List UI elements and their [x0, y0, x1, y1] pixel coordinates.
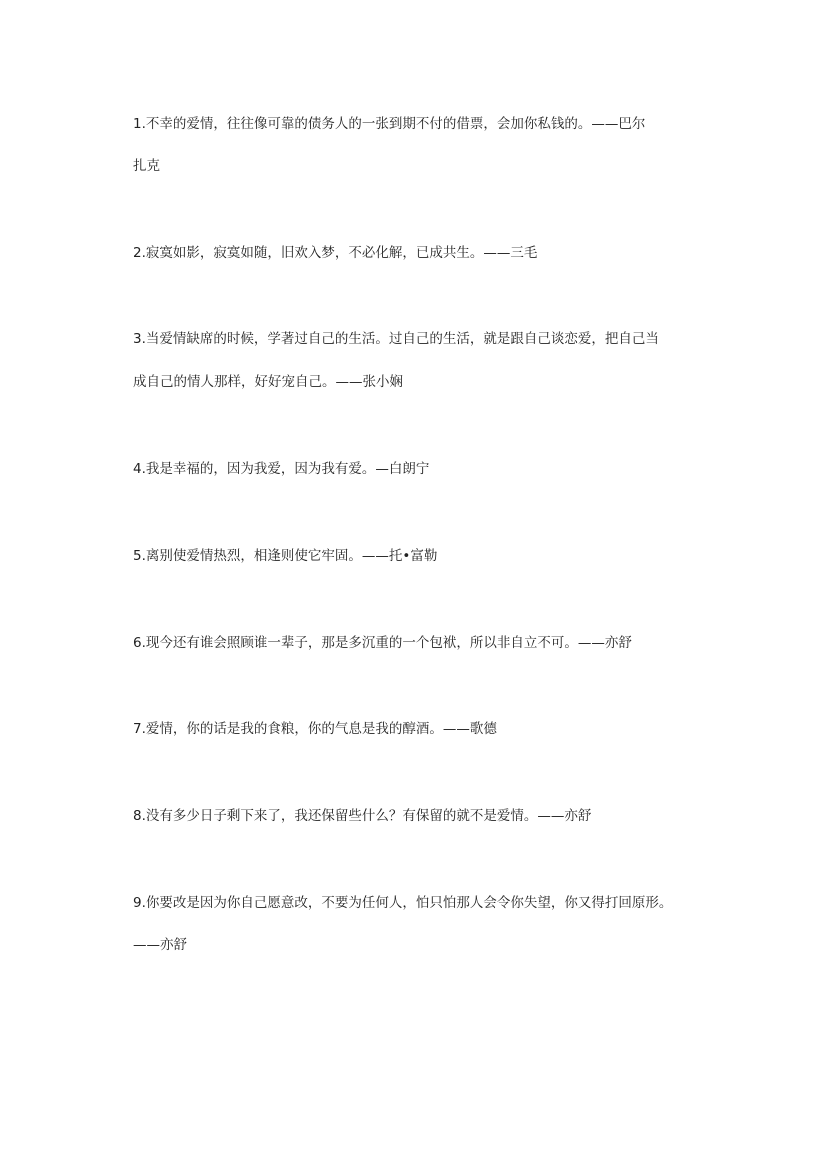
quote-1-line-1: 1.不幸的爱情，往往像可靠的债务人的一张到期不付的借票，会加你私钱的。——巴尔 — [133, 116, 646, 132]
quote-3-line-2: 成自己的情人那样，好好宠自己。——张小娴 — [133, 374, 403, 390]
quote-6-line-1: 6.现今还有谁会照顾谁一辈子，那是多沉重的一个包袱，所以非自立不可。——亦舒 — [133, 635, 632, 651]
quote-2-line-1: 2.寂寞如影，寂寞如随，旧欢入梦，不必化解，已成共生。——三毛 — [133, 245, 538, 261]
quote-4-line-1: 4.我是幸福的，因为我爱，因为我有爱。—白朗宁 — [133, 461, 430, 477]
quote-1-line-2: 扎克 — [133, 158, 160, 174]
quote-9-line-1: 9.你要改是因为你自己愿意改，不要为任何人，怕只怕那人会令你失望，你又得打回原形。 — [133, 895, 673, 911]
quote-3-line-1: 3.当爱情缺席的时候，学著过自己的生活。过自己的生活，就是跟自己谈恋爱，把自己当 — [133, 331, 659, 347]
quote-9-line-2: ——亦舒 — [133, 937, 187, 953]
quote-7-line-1: 7.爱情，你的话是我的食粮，你的气息是我的醇酒。——歌德 — [133, 721, 497, 737]
quote-5-line-1: 5.离别使爱情热烈，相逢则使它牢固。——托•富勒 — [133, 548, 438, 564]
quote-8-line-1: 8.没有多少日子剩下来了，我还保留些什么？有保留的就不是爱情。——亦舒 — [133, 808, 592, 824]
